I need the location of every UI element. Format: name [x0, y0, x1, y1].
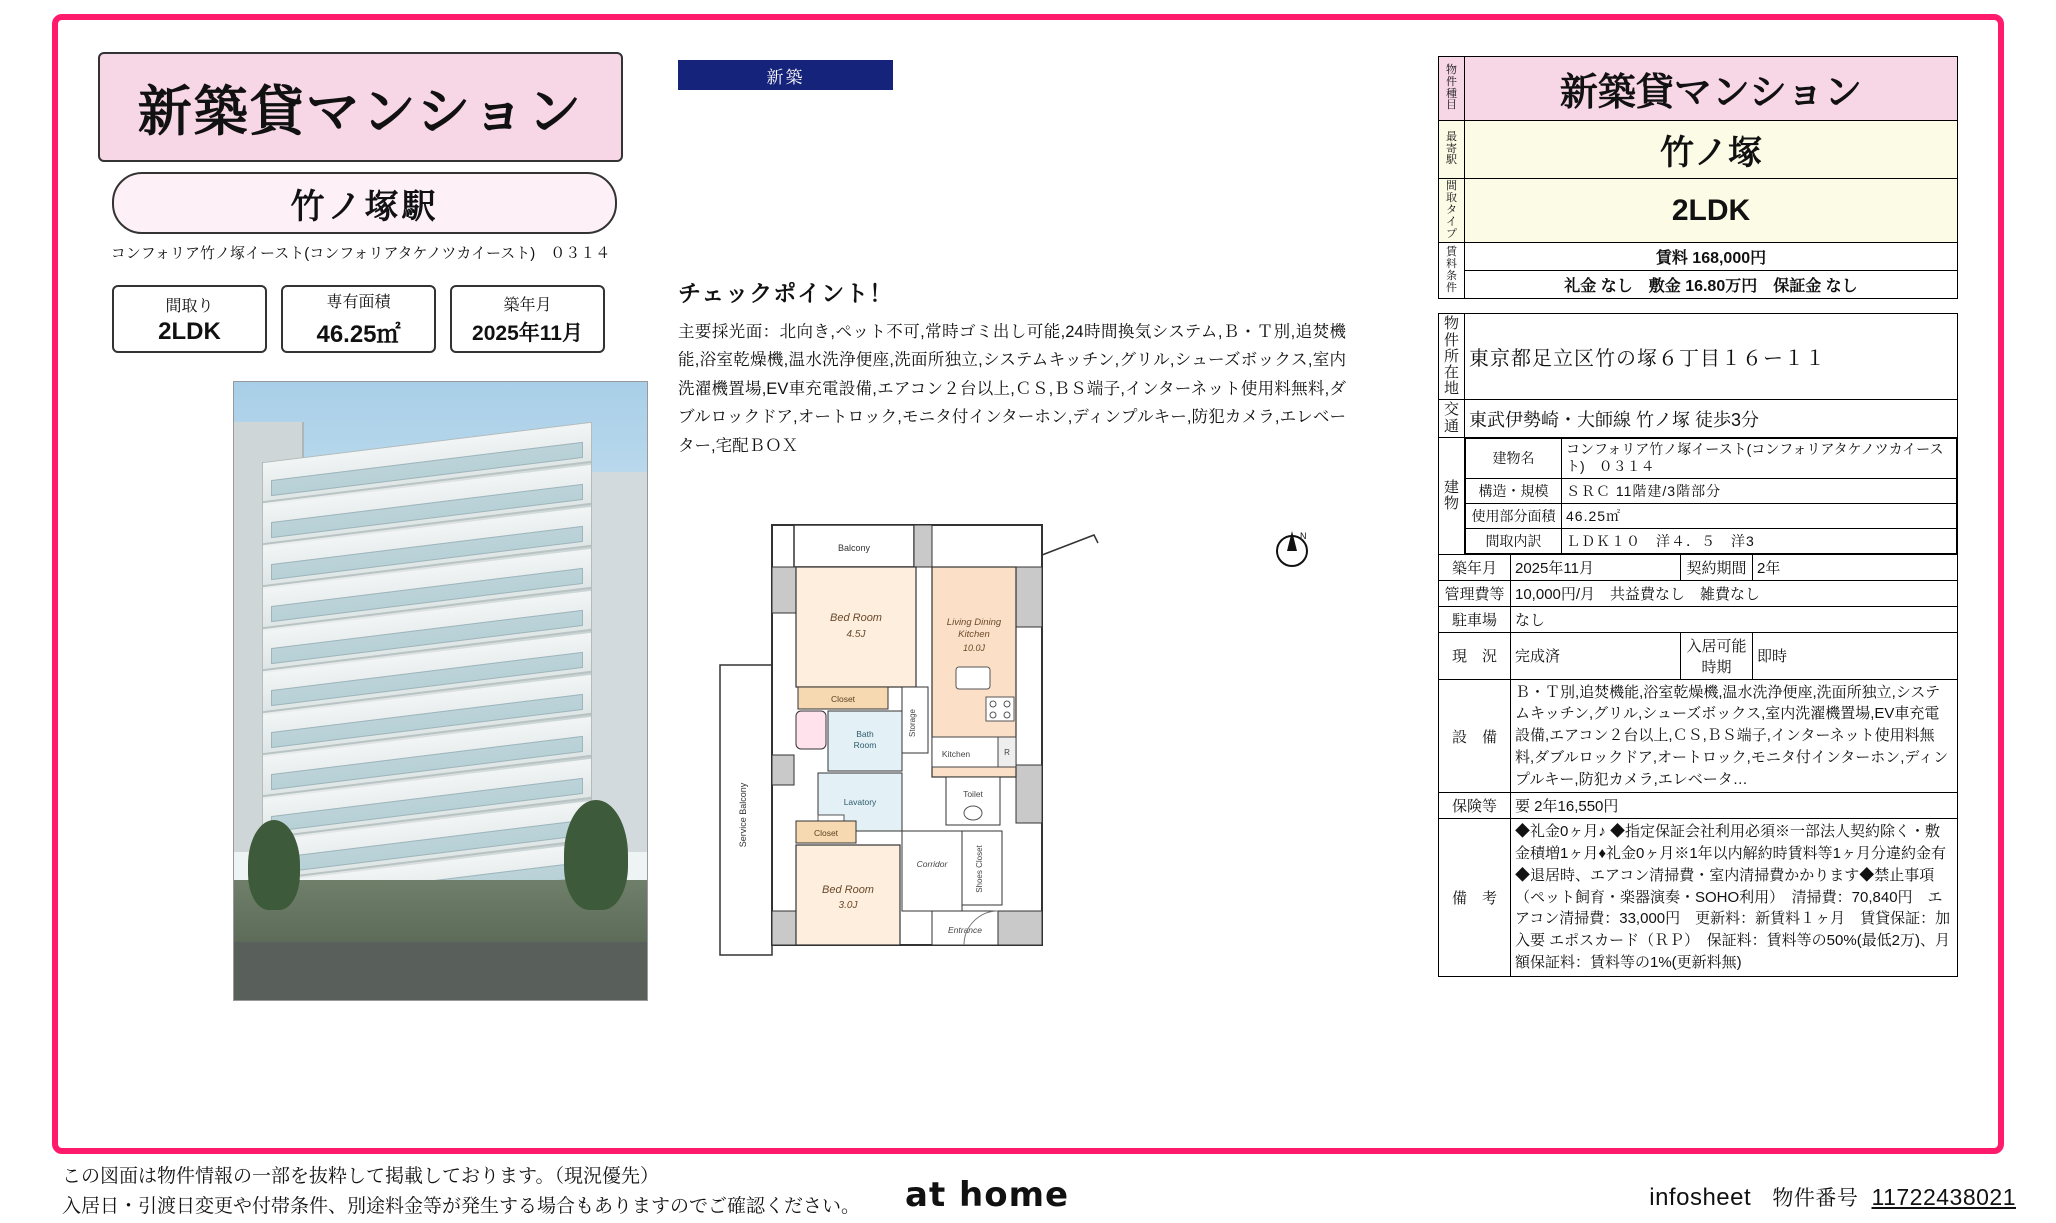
subrow-label: 使用部分面積: [1466, 503, 1562, 528]
spec-value: 2025年11月: [472, 321, 583, 345]
area-value: 46.25㎡: [1562, 503, 1957, 528]
svg-text:4.5J: 4.5J: [846, 629, 866, 640]
table-row: [1466, 503, 1957, 528]
svg-text:10.0J: 10.0J: [962, 643, 986, 653]
station-name: 竹ノ塚駅: [290, 187, 439, 226]
checkpoint-body: 主要採光面：北向き,ペット不可,常時ゴミ出し可能,24時間換気システム,Ｂ・Ｔ別,追焚機能,浴室乾燥機,温水洗浄便座,洗面所独立,システムキッチン,グリル,シューズボックス,室内洗濯機置場,EV車充電設備,エアコン２台以上,ＣＳ,ＢＳ端子,インターネット使用料無料,ダブルロックドア,オートロック,モニタ付インターホン,ディンプルキー,防犯カメラ,エレベーター,宅配ＢＯＸ: [678, 318, 1346, 460]
equipment-value: Ｂ・Ｔ別,追焚機能,浴室乾燥機,温水洗浄便座,洗面所独立,システムキッチン,グリル,シューズボックス,室内洗濯機置場,EV車充電設備,エアコン２台以上,ＣＳ,ＢＳ端子,インターネット使用料無料,ダブルロックドア,オートロック,モニタ付インターホン,ディンプルキー,防犯カメラ,エレベータ…: [1511, 679, 1958, 793]
spec-card-area: [281, 285, 436, 353]
row-label: 物 件 種 目: [1439, 57, 1465, 121]
svg-text:N: N: [1300, 531, 1307, 541]
svg-text:Toilet: Toilet: [963, 789, 983, 799]
address-value: 東京都足立区竹の塚６丁目１６ー１１: [1465, 314, 1958, 400]
svg-text:Bath: Bath: [856, 729, 874, 739]
rent-value: 賃料 168,000円: [1465, 243, 1958, 271]
floorplan-drawing: [698, 515, 1388, 1115]
left-column: [98, 52, 643, 1001]
svg-text:Storage: Storage: [908, 708, 917, 738]
row-label: 最 寄 駅: [1439, 121, 1465, 179]
insurance-value: 要 2年16,550円: [1511, 793, 1958, 819]
table-row: [1466, 478, 1957, 503]
row-label: 管理費等: [1439, 580, 1511, 606]
row-label: 現 況: [1439, 632, 1511, 679]
svg-text:Bed Room: Bed Room: [830, 612, 882, 624]
row-label: 間 取 タ イ プ: [1439, 179, 1465, 243]
middle-column: [678, 60, 1368, 460]
footer-note-line1: この図面は物件情報の一部を抜粋して掲載しております。（現況優先）: [62, 1166, 659, 1187]
table-row: [1439, 179, 1958, 243]
svg-text:Closet: Closet: [830, 694, 856, 704]
svg-text:Closet: Closet: [813, 828, 839, 838]
row-label: 築年月: [1439, 554, 1511, 580]
subrow-label: 間取内訳: [1466, 528, 1562, 553]
building-subtable: [1465, 438, 1957, 554]
row-label: 契約期間: [1681, 554, 1753, 580]
property-no-label: 物件番号: [1772, 1187, 1859, 1210]
right-column: [1438, 56, 1958, 977]
svg-text:Shoes Closet: Shoes Closet: [975, 845, 984, 893]
table-row: [1439, 314, 1958, 400]
row-label: 設 備: [1439, 679, 1511, 793]
svg-text:Balcony: Balcony: [837, 543, 871, 553]
svg-text:R: R: [1004, 748, 1010, 757]
photo-road: [234, 942, 647, 1000]
parking-value: なし: [1511, 606, 1958, 632]
row-label: 入居可能時期: [1681, 632, 1753, 679]
subrow-label: 建物名: [1466, 438, 1562, 478]
deposit-value: 礼金 なし 敷金 16.80万円 保証金 なし: [1465, 271, 1958, 299]
structure-value: ＳＲＣ 11階建/3階部分: [1562, 478, 1957, 503]
building-name-value: コンフォリア竹ノ塚イースト(コンフォリアタケノツカイースト) ０３１４: [1562, 438, 1957, 478]
summary-table: [1438, 56, 1958, 299]
svg-text:3.0J: 3.0J: [838, 900, 858, 911]
compass-icon: [1274, 525, 1310, 569]
layout-breakdown-value: ＬＤＫ１０ 洋４．５ 洋3: [1562, 528, 1957, 553]
photo-main-building: [262, 422, 592, 933]
floorplan: [698, 515, 1388, 1115]
table-row: [1439, 437, 1958, 554]
row-label: 建 物: [1439, 437, 1465, 554]
table-row: [1439, 632, 1958, 679]
conditions-table: [1438, 554, 1958, 977]
row-label: 備 考: [1439, 819, 1511, 976]
layout-type-value: 2LDK: [1465, 179, 1958, 243]
available-date-value: 即時: [1753, 632, 1958, 679]
nearest-station-value: 竹ノ塚: [1465, 121, 1958, 179]
traffic-value: 東武伊勢崎・大師線 竹ノ塚 徒歩3分: [1465, 400, 1958, 437]
footer-note-line2: 入居日・引渡日変更や付帯条件、別途料金等が発生する場合もありますのでご確認ください。: [62, 1196, 861, 1218]
athome-logo: at home: [905, 1175, 1070, 1215]
table-row: [1439, 679, 1958, 793]
station-box: [112, 172, 617, 234]
page-title: 新築貸マンション: [137, 79, 584, 143]
table-row: [1439, 580, 1958, 606]
building-name: コンフォリア竹ノ塚イースト(コンフォリアタケノツカイースト) ０３１４: [110, 245, 611, 262]
row-label: 保険等: [1439, 793, 1511, 819]
table-row: [1439, 819, 1958, 976]
photo-tree: [248, 820, 300, 910]
building-photo: [233, 381, 648, 1001]
row-label: 物 件 所 在 地: [1439, 314, 1465, 400]
spec-row: [98, 285, 643, 353]
status-value: 完成済: [1511, 632, 1681, 679]
svg-text:Service Balcony: Service Balcony: [738, 782, 748, 848]
table-row: [1439, 243, 1958, 271]
row-label: 交 通: [1439, 400, 1465, 437]
built-date-value: 2025年11月: [1511, 554, 1681, 580]
checkpoint-title: チェックポイント！: [678, 280, 894, 306]
table-row: [1439, 793, 1958, 819]
spec-label: 築年月: [503, 296, 552, 314]
spec-value: 46.25㎡: [316, 321, 401, 348]
property-no-value: 11722438021: [1871, 1184, 2016, 1210]
spec-value: 2LDK: [158, 317, 221, 345]
svg-text:Room: Room: [853, 740, 877, 750]
spec-card-built: [450, 285, 605, 353]
subrow-label: 構造・規模: [1466, 478, 1562, 503]
svg-text:Corridor: Corridor: [916, 859, 948, 869]
property-type-value: 新築貸マンション: [1465, 57, 1958, 121]
table-row: [1439, 271, 1958, 299]
table-row: [1439, 554, 1958, 580]
infosheet-block: [1649, 1182, 2016, 1212]
photo-tree: [564, 800, 628, 910]
remarks-value: ◆礼金0ヶ月♪ ◆指定保証会社利用必須※一部法人契約除く・敷金積増1ヶ月♦礼金0ヶ月※1年以内解約時賃料等1ヶ月分違約金有◆退居時、エアコン清掃費・室内清掃費かかります◆禁止事項（ペット飼育・楽器演奏・SOHO利用） 清掃費：70,840円 エアコン清掃費：33,000円 更新料：新賃料１ヶ月 賃貸保証：加入要 エポスカード（ＲＰ） 保証料：賃料等の50%(最低2万)、月額保証料：賃料等の1%(更新料無): [1511, 819, 1958, 976]
svg-text:Entrance: Entrance: [947, 925, 983, 935]
table-row: [1466, 438, 1957, 478]
management-fee-value: 10,000円/月 共益費なし 雑費なし: [1511, 580, 1958, 606]
new-badge: 新築: [678, 60, 893, 90]
svg-text:Living Dining: Living Dining: [946, 617, 1002, 628]
svg-text:Lavatory: Lavatory: [843, 797, 877, 807]
table-row: [1466, 528, 1957, 553]
spec-label: 専有面積: [326, 294, 391, 311]
table-row: [1439, 400, 1958, 437]
contract-period-value: 2年: [1753, 554, 1958, 580]
spec-label: 間取り: [165, 297, 214, 315]
flyer-sheet: [52, 14, 2004, 1154]
table-row: [1439, 606, 1958, 632]
spec-card-layout: [112, 285, 267, 353]
svg-text:Kitchen: Kitchen: [958, 629, 990, 640]
infosheet-label: infosheet: [1649, 1184, 1752, 1211]
table-row: [1439, 121, 1958, 179]
table-row: [1439, 57, 1958, 121]
row-label: 賃 料 条 件: [1439, 243, 1465, 299]
svg-text:Bed Room: Bed Room: [822, 884, 874, 896]
row-label: 駐車場: [1439, 606, 1511, 632]
property-title-box: [98, 52, 623, 162]
detail-table: [1438, 313, 1958, 554]
svg-text:Kitchen: Kitchen: [941, 749, 971, 759]
